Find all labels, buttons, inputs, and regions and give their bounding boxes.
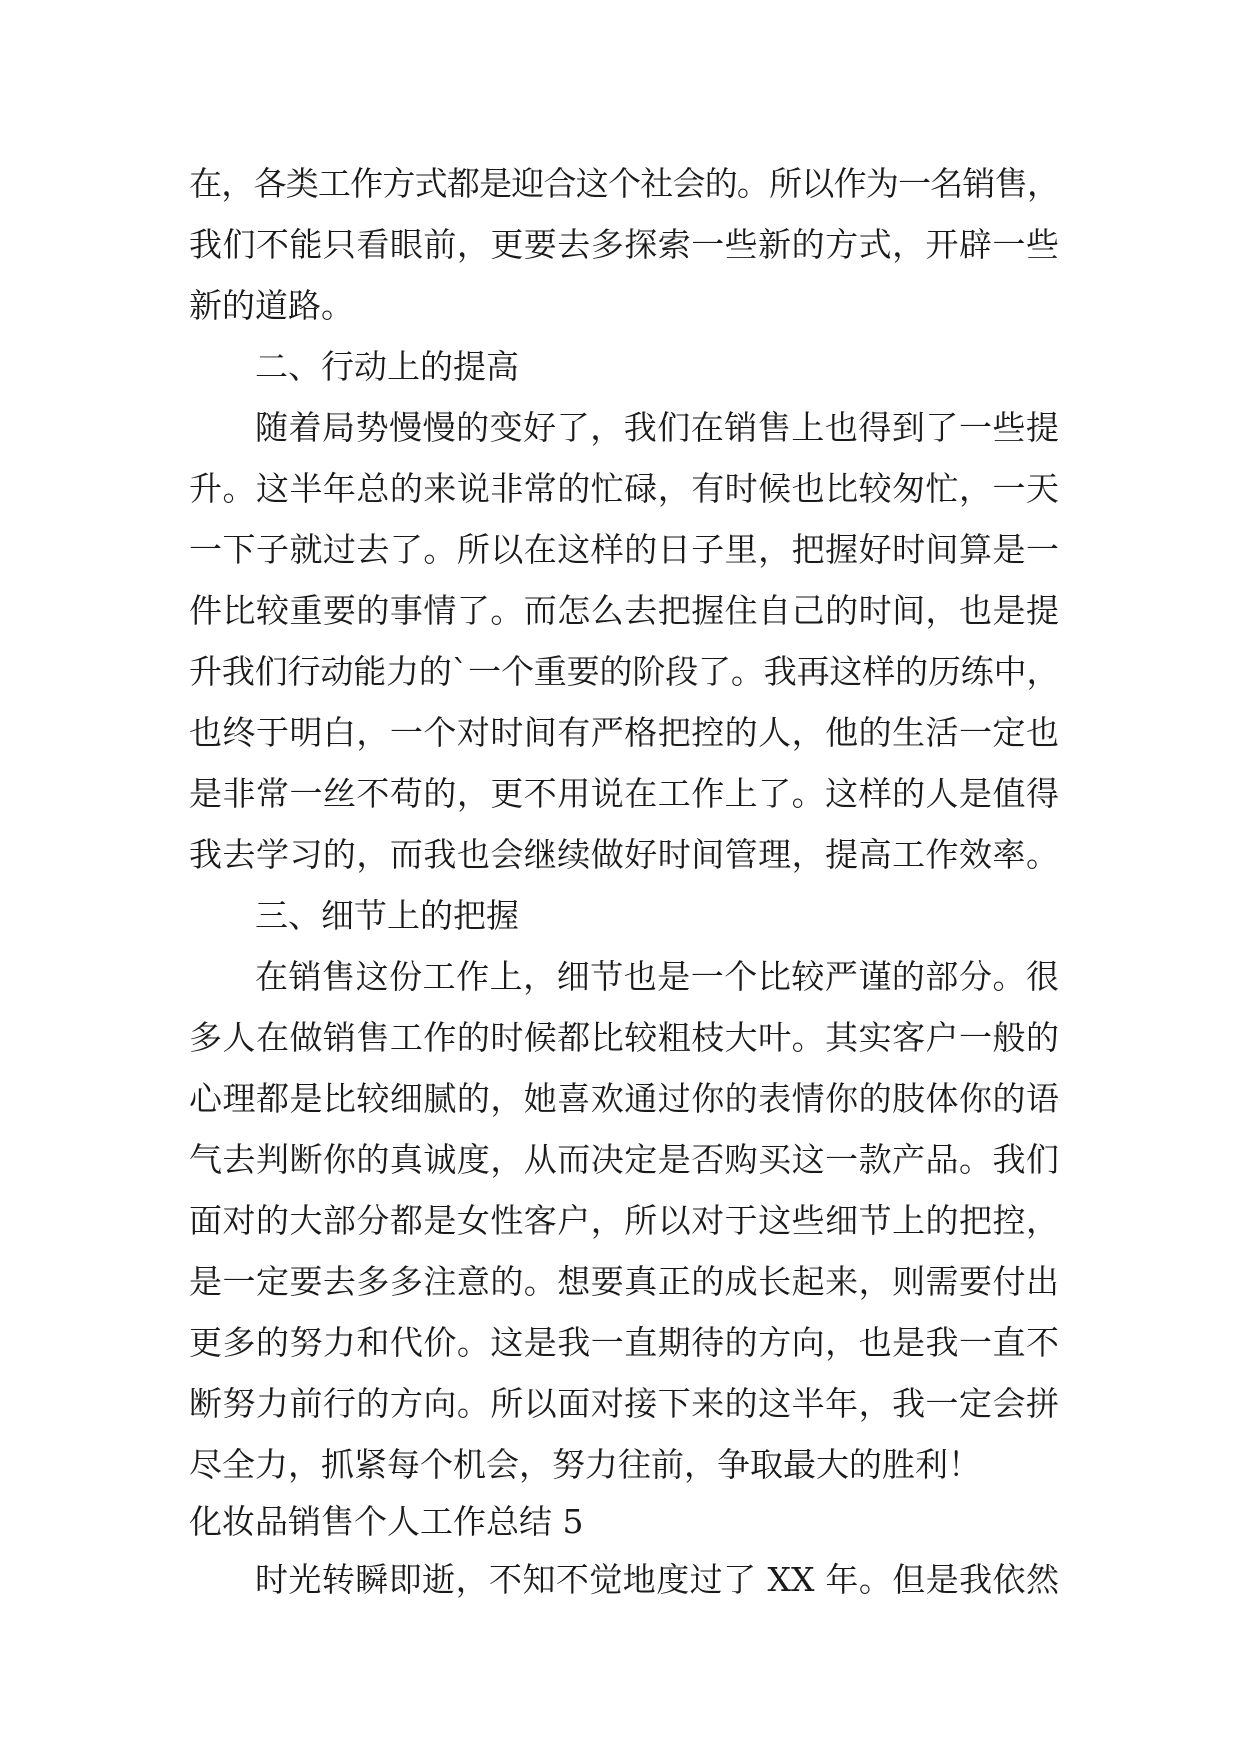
paragraph-line: 件比较重要的事情了。而怎么去把握住自己的时间，也是提 (189, 591, 1059, 630)
document-title: 化妆品销售个人工作总结 5 (189, 1502, 584, 1541)
paragraph-line: 断努力前行的方向。所以面对接下来的这半年，我一定会拼 (189, 1384, 1059, 1423)
section-heading: 三、细节上的把握 (255, 896, 519, 935)
paragraph-line: 一下子就过去了。所以在这样的日子里，把握好时间算是一 (189, 530, 1059, 569)
paragraph-line: 我们不能只看眼前，更要去多探索一些新的方式，开辟一些 (189, 225, 1059, 264)
paragraph-line: 在，各类工作方式都是迎合这个社会的。所以作为一名销售， (189, 164, 1059, 203)
paragraph-line: 面对的大部分都是女性客户，所以对于这些细节上的把控， (189, 1201, 1059, 1240)
paragraph-line: 随着局势慢慢的变好了，我们在销售上也得到了一些提 (255, 408, 1059, 447)
paragraph-line: 气去判断你的真诚度，从而决定是否购买这一款产品。我们 (189, 1140, 1059, 1179)
paragraph-line: 心理都是比较细腻的，她喜欢通过你的表情你的肢体你的语 (189, 1079, 1059, 1118)
paragraph-line: 在销售这份工作上，细节也是一个比较严谨的部分。很 (255, 957, 1059, 996)
paragraph-line: 是一定要去多多注意的。想要真正的成长起来，则需要付出 (189, 1262, 1059, 1301)
paragraph-line: 我去学习的，而我也会继续做好时间管理，提高工作效率。 (189, 835, 1059, 874)
paragraph-line: 尽全力，抓紧每个机会，努力往前，争取最大的胜利！ (189, 1445, 981, 1484)
document-body (189, 153, 1059, 1610)
paragraph-line: 更多的努力和代价。这是我一直期待的方向，也是我一直不 (189, 1323, 1059, 1362)
paragraph-line: 升。这半年总的来说非常的忙碌，有时候也比较匆忙，一天 (189, 469, 1059, 508)
section-heading: 二、行动上的提高 (255, 347, 519, 386)
paragraph-line: 多人在做销售工作的时候都比较粗枝大叶。其实客户一般的 (189, 1018, 1059, 1057)
paragraph-line: 是非常一丝不苟的，更不用说在工作上了。这样的人是值得 (189, 774, 1059, 813)
paragraph-line: 也终于明白，一个对时间有严格把控的人，他的生活一定也 (189, 713, 1059, 752)
paragraph-line: 时光转瞬即逝，不知不觉地度过了 XX 年。但是我依然 (255, 1560, 1059, 1599)
paragraph-line: 新的道路。 (189, 286, 354, 325)
paragraph-line: 升我们行动能力的`一个重要的阶段了。我再这样的历练中， (189, 652, 1059, 691)
